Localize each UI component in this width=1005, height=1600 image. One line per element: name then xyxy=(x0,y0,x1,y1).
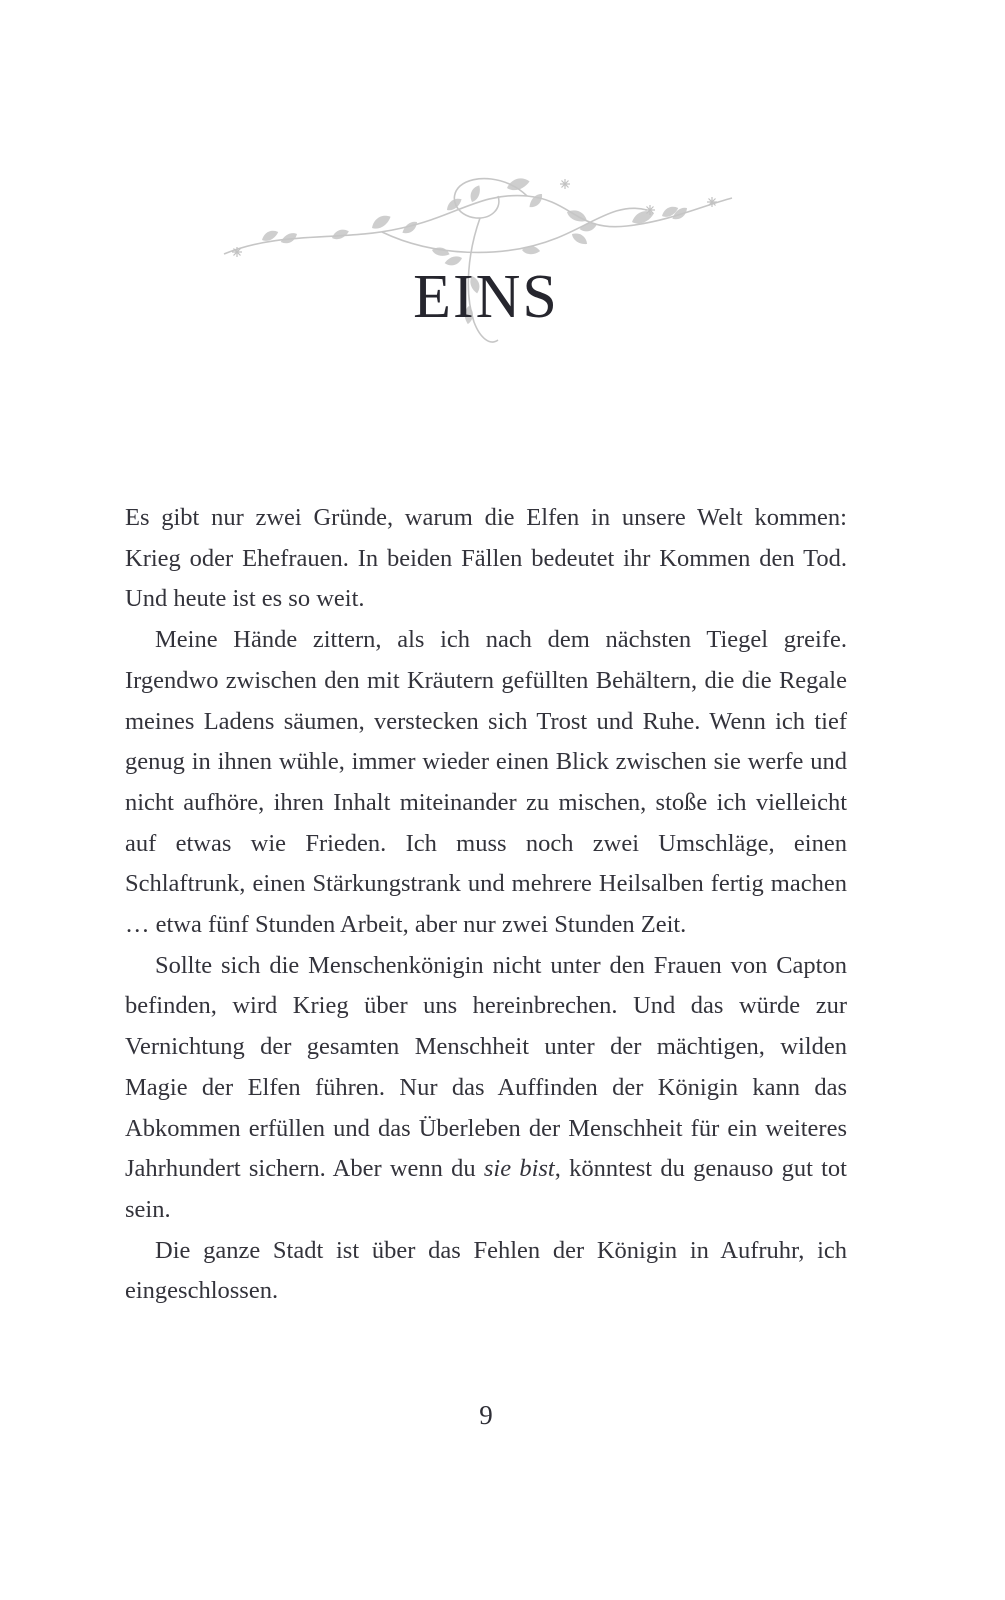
paragraph xyxy=(125,946,847,1231)
body-text xyxy=(125,498,847,1312)
chapter-title: EINS xyxy=(413,263,559,331)
page-number: 9 xyxy=(479,1400,493,1430)
paragraph xyxy=(125,620,847,946)
paragraph xyxy=(125,1231,847,1312)
italic-text-run: sie bist xyxy=(483,1155,555,1183)
text-run: Es gibt nur zwei Gründe, warum die Elfen in unsere Welt kommen: Krieg oder Ehefrauen. In beiden Fällen bedeutet ihr Kommen den Tod. Und heute ist es so weit. xyxy=(125,504,847,613)
text-run: Meine Hände zittern, als ich nach dem nächsten Tiegel greife. Irgendwo zwischen den mit Kräutern gefüllten Behältern, die die Regale meines Ladens säumen, verstecken sich Trost und Ruhe. Wenn ich tief genug in ihnen wühle, immer wieder einen Blick zwischen sie werfe und nicht aufhöre, ihren Inhalt miteinander zu mischen, stoße ich vielleicht auf etwas wie Frieden. Ich muss noch zwei Umschläge, einen Schlaftrunk, einen Stärkungstrank und mehrere Heilsalben fertig machen … etwa fünf Stunden Arbeit, aber nur zwei Stunden Zeit. xyxy=(125,626,847,939)
paragraph xyxy=(125,498,847,620)
text-run: , könntest du genauso gut tot sein. xyxy=(125,1155,847,1223)
text-run: Die ganze Stadt ist über das Fehlen der Königin in Aufruhr, ich eingeschlossen. xyxy=(125,1236,847,1305)
text-run: Sollte sich die Menschenkönigin nicht unter den Frauen von Capton befinden, wird Krieg über uns hereinbrechen. Und das würde zur Vernichtung der gesamten Menschheit unter der mächtigen, wilden Magie der Elfen führen. Nur das Auffinden der Königin kann das Abkommen erfüllen und das Überleben der Menschheit für ein weiteres Jahrhundert sichern. Aber wenn du xyxy=(125,951,847,1183)
